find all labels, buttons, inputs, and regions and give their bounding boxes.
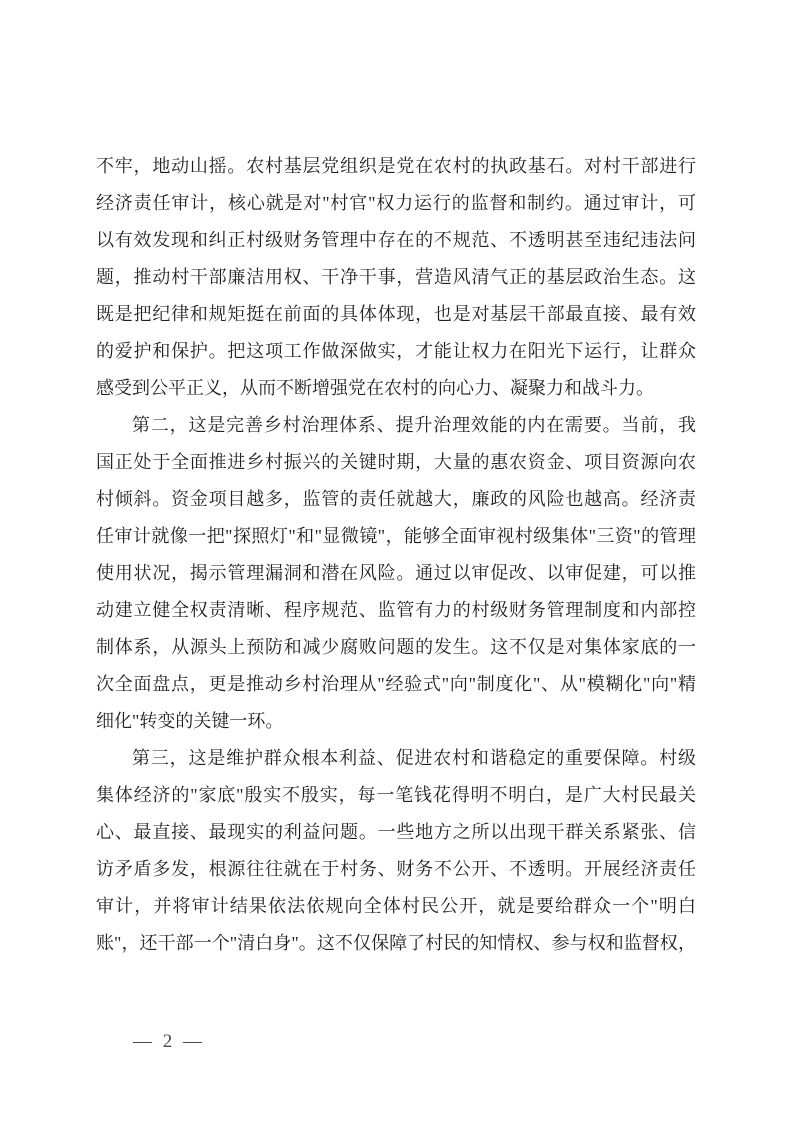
text-line: 制体系，从源头上预防和减少腐败问题的发生。这不仅是对集体家底的一 [96, 637, 696, 657]
page-number: — 2 — [133, 1031, 205, 1052]
text-line: 动建立健全权责清晰、程序规范、监管有力的村级财务管理制度和内部控 [96, 600, 696, 620]
text-line: 不牢，地动山摇。农村基层党组织是党在农村的执政基石。对村干部进行 [96, 156, 696, 176]
paragraph [96, 740, 696, 962]
text-line: 使用状况，揭示管理漏洞和潜在风险。通过以审促改、以审促建，可以推 [96, 563, 696, 583]
text-line: 任审计就像一把"探照灯"和"显微镜"，能够全面审视村级集体"三资"的管理 [96, 526, 696, 546]
text-line: 次全面盘点，更是推动乡村治理从"经验式"向"制度化"、从"模糊化"向"精 [96, 674, 696, 694]
text-line: 心、最直接、最现实的利益问题。一些地方之所以出现干群关系紧张、信 [96, 822, 696, 842]
text-line: 题，推动村干部廉洁用权、干净干事，营造风清气正的基层政治生态。这 [96, 267, 696, 287]
text-line: 经济责任审计，核心就是对"村官"权力运行的监督和制约。通过审计，可 [96, 193, 696, 213]
text-line: 审计，并将审计结果依法依规向全体村民公开，就是要给群众一个"明白 [96, 896, 696, 916]
text-line: 国正处于全面推进乡村振兴的关键时期，大量的惠农资金、项目资源向农 [96, 452, 696, 472]
text-line: 感受到公平正义，从而不断增强党在农村的向心力、凝聚力和战斗力。 [96, 378, 654, 398]
text-line: 既是把纪律和规矩挺在前面的具体体现，也是对基层干部最直接、最有效 [96, 304, 696, 324]
text-line: 以有效发现和纠正村级财务管理中存在的不规范、不透明甚至违纪违法问 [96, 230, 696, 250]
document-body [96, 148, 696, 962]
text-line: 第三，这是维护群众根本利益、促进农村和谐稳定的重要保障。村级 [132, 748, 696, 768]
text-line: 账"，还干部一个"清白身"。这不仅保障了村民的知情权、参与权和监督权， [96, 933, 696, 953]
text-line: 集体经济的"家底"殷实不殷实，每一笔钱花得明不明白，是广大村民最关 [96, 785, 696, 805]
text-line: 村倾斜。资金项目越多，监管的责任就越大，廉政的风险也越高。经济责 [96, 489, 696, 509]
text-line: 细化"转变的关键一环。 [96, 711, 284, 731]
text-line: 访矛盾多发，根源往往就在于村务、财务不公开、不透明。开展经济责任 [96, 859, 696, 879]
paragraph [96, 148, 696, 407]
paragraph [96, 407, 696, 740]
text-line: 的爱护和保护。把这项工作做深做实，才能让权力在阳光下运行，让群众 [96, 341, 696, 361]
text-line: 第二，这是完善乡村治理体系、提升治理效能的内在需要。当前，我 [132, 415, 696, 435]
